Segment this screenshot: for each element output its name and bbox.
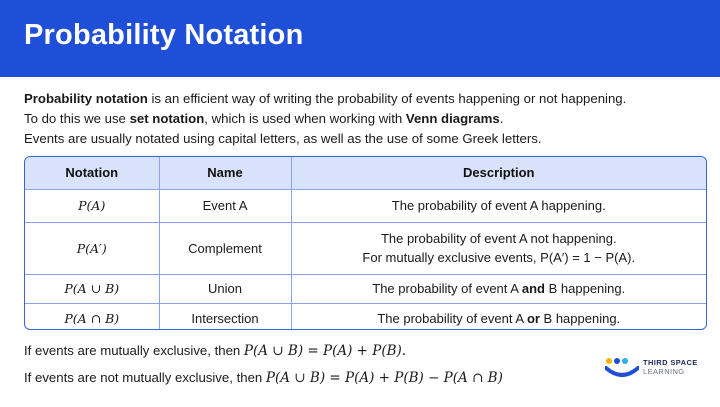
- description-part-b: B happening.: [545, 281, 626, 296]
- name-cell: Event A: [159, 189, 291, 222]
- rule-2-text: If events are not mutually exclusive, then: [24, 370, 266, 385]
- table-row: [25, 303, 706, 330]
- description-part-a: The probability of event A: [377, 310, 527, 326]
- logo-mark-icon: [605, 356, 639, 378]
- intro-text: [24, 89, 714, 149]
- notation-cell: P(A ∩ B): [25, 303, 159, 330]
- table-row: [25, 274, 706, 303]
- name-cell: Union: [159, 274, 291, 303]
- rule-2-formula: P(A ∪ B) = P(A) + P(B) − P(A ∩ B): [265, 370, 503, 386]
- description-line-1: The probability of event A not happening.: [380, 231, 617, 246]
- name-cell: Complement: [159, 222, 291, 274]
- description-part-b: B happening.: [539, 310, 621, 326]
- description-cell: [291, 222, 706, 274]
- intro-line-2-b: , which is used when working with: [204, 111, 406, 126]
- intro-term-venn-diagrams: Venn diagrams: [405, 111, 500, 126]
- intro-line-2-a: To do this we use: [24, 111, 130, 126]
- logo-line-1: THIRD SPACE: [643, 358, 698, 367]
- not-mutually-exclusive-rule: [24, 370, 503, 386]
- header-notation: Notation: [25, 157, 159, 189]
- notation-cell: P(A ∪ B): [25, 274, 159, 303]
- header-banner: [0, 0, 720, 77]
- table-row: [25, 189, 706, 222]
- intro-term-set-notation: set notation: [129, 111, 205, 126]
- description-cell: [291, 274, 706, 303]
- header-description: Description: [291, 157, 706, 189]
- intro-line-3: Events are usually notated using capital letters, as well as the use of some Greek letters.: [24, 131, 542, 146]
- notation-cell: P(A): [25, 189, 159, 222]
- description-keyword: and: [521, 281, 545, 296]
- mutually-exclusive-rule: [24, 343, 406, 359]
- notation-table: [24, 156, 707, 330]
- intro-line-2-c: .: [499, 111, 504, 126]
- rule-1-text: If events are mutually exclusive, then: [24, 343, 244, 358]
- description-cell: The probability of event A happening.: [291, 189, 706, 222]
- notation-cell: P(A′): [25, 222, 159, 274]
- page-title: Probability Notation: [24, 19, 304, 51]
- intro-term-probability-notation: Probability notation: [24, 91, 148, 106]
- rule-1-formula: P(A ∪ B) = P(A) + P(B).: [243, 343, 407, 359]
- logo-line-2: LEARNING: [643, 367, 685, 376]
- table-header-row: [25, 157, 706, 189]
- logo-wordmark: [643, 358, 698, 376]
- description-cell: [291, 303, 706, 330]
- description-keyword: or: [526, 310, 540, 326]
- third-space-learning-logo: [605, 356, 705, 378]
- table-row: [25, 222, 706, 274]
- intro-line-2: [24, 109, 714, 129]
- intro-line-1: [24, 89, 714, 109]
- header-name: Name: [159, 157, 291, 189]
- intro-line-1-rest: is an efficient way of writing the probability of events happening or not happening.: [147, 91, 627, 106]
- name-cell: Intersection: [159, 303, 291, 330]
- description-part-a: The probability of event A: [372, 281, 522, 296]
- description-line-2: For mutually exclusive events, P(A′) = 1 − P(A).: [362, 250, 636, 265]
